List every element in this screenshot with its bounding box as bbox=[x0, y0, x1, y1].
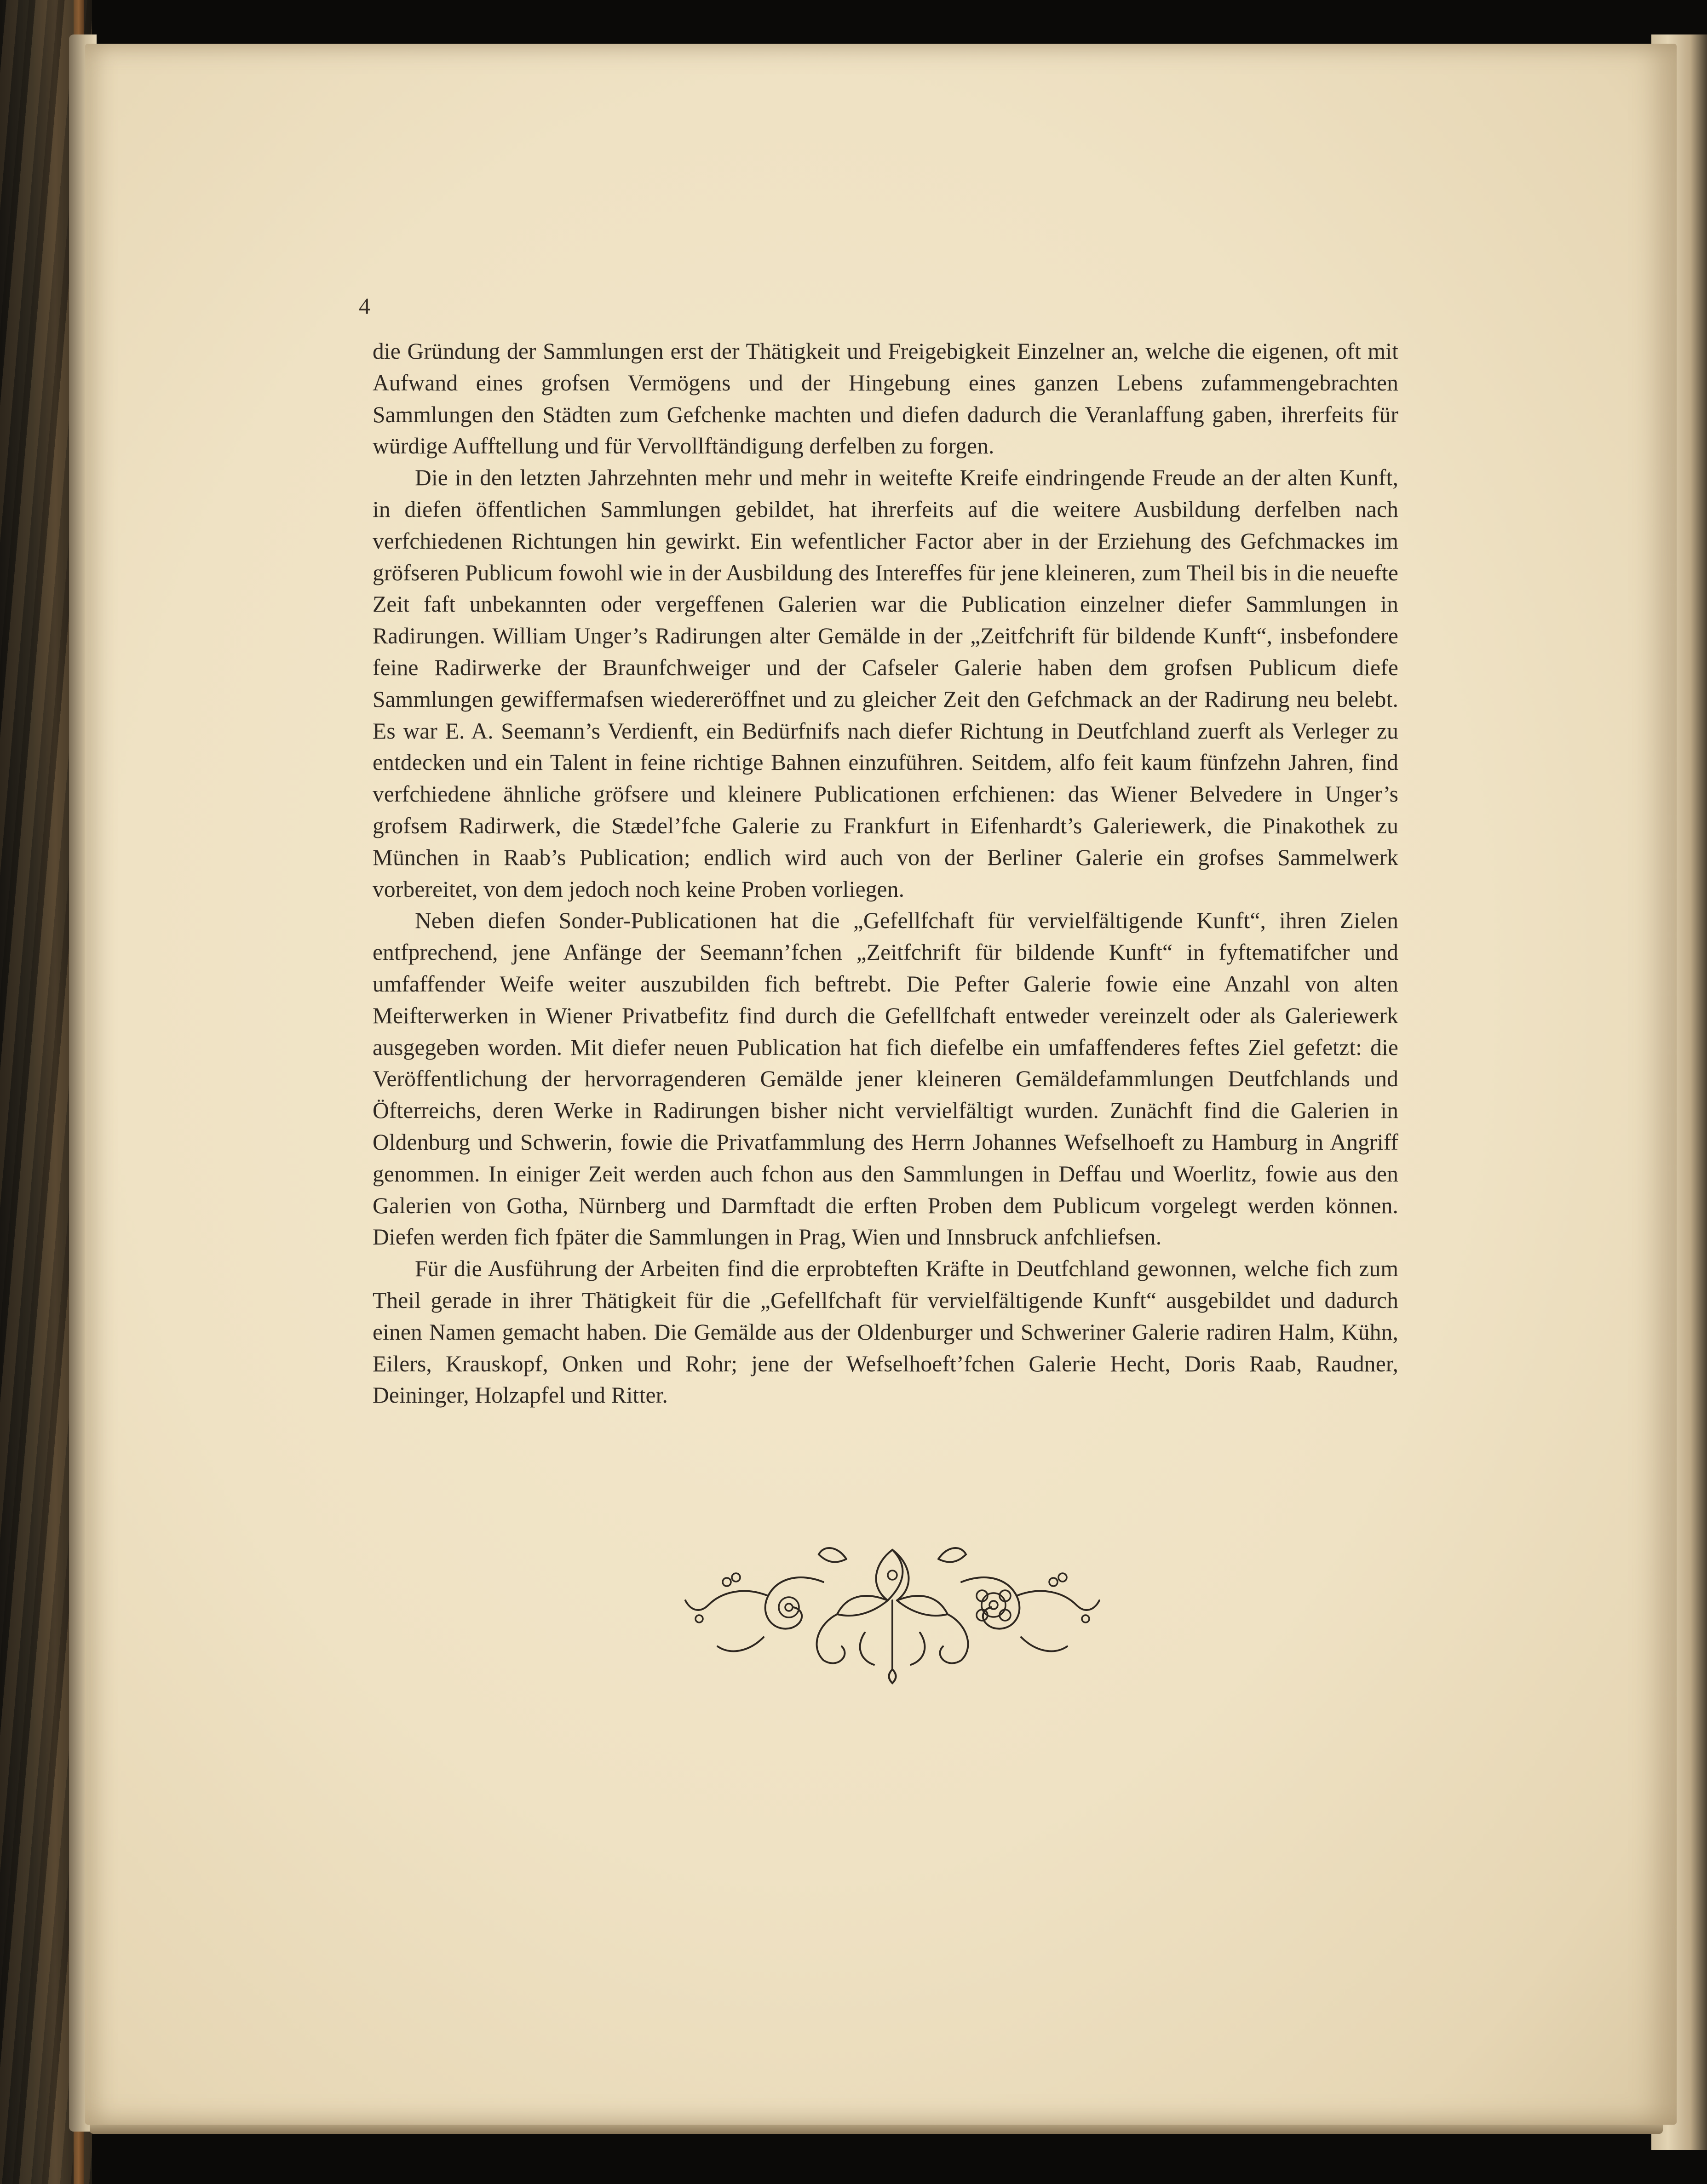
paragraph: Für die Ausführung der Arbeiten find die erprobteften Kräfte in Deutfchland gewonnen, welche fich zum Theil gerade in ihrer Thätigkeit für die „Gefellfchaft für vervielfältigende Kunft“ ausgebildet und dadurch einen Namen gemacht haben. Die Gemälde aus der Oldenburger und Schweriner Galerie radiren Halm, Kühn, Eilers, Krauskopf, Onken und Rohr; jene der Wefselhoeft’fchen Galerie Hecht, Doris Raab, Raudner, Deininger, Holzapfel und Ritter. bbox=[373, 1256, 1398, 1408]
paragraph: die Gründung der Sammlungen erst der Thätigkeit und Freigebigkeit Einzelner an, welche die eigenen, oft mit Aufwand eines grofsen Vermögens und der Hingebung eines ganzen Lebens zufammengebrachten Sammlungen den Städten zum Gefchenke machten und diefen dadurch die Veranlaffung gaben, ihrerfeits für würdige Aufftellung und für Vervollftändigung derfelben zu forgen. bbox=[373, 338, 1398, 459]
paragraph: Die in den letzten Jahrzehnten mehr und mehr in weitefte Kreife eindringende Freude an der alten Kunft, in diefen öffentlichen Sammlungen gebildet, hat ihrerfeits auf die weitere Ausbildung derfelben nach verfchiedenen Richtungen hin gewirkt. Ein wefentlicher Factor aber in der Erziehung des Gefchmackes im gröfseren Publicum fowohl wie in der Ausbildung des Intereffes für jene kleineren, zum Theil bis in die neuefte Zeit faft unbekannten oder vergeffenen Galerien war die Publication einzelner diefer Sammlungen in Radirungen. William Unger’s Radirungen alter Gemälde in der „Zeitfchrift für bildende Kunft“, insbefondere feine Radirwerke der Braunfchweiger und der Cafseler Galerie haben dem grofsen Publicum diefe Sammlungen gewiffermafsen wiedereröffnet und zu gleicher Zeit den Gefchmack an der Radirung neu belebt. Es war E. A. Seemann’s Verdienft, ein Bedürfnifs nach diefer Richtung in Deutfchland zuerft als Verleger zu entdecken und ein Talent in feine richtige Bahnen einzuführen. Seitdem, alfo feit kaum fünfzehn Jahren, find verfchiedene ähnliche gröfsere und kleinere Publicationen erfchienen: das Wiener Belvedere in Unger’s grofsem Radirwerk, die Stædel’fche Galerie zu Frankfurt in Eifenhardt’s Galeriewerk, die Pinakothek zu München in Raab’s Publication; endlich wird auch von der Berliner Galerie ein grofses Sammelwerk vorbereitet, von dem jedoch noch keine Proben vorliegen. bbox=[373, 465, 1398, 902]
paragraph: Neben diefen Sonder-Publicationen hat die „Gefellfchaft für vervielfältigende Kunft“, ihren Zielen entfprechend, jene Anfänge der Seemann’fchen „Zeitfchrift für bildende Kunft“ in fyftematifcher und umfaffender Weife weiter auszubilden fich beftrebt. Die Pefter Galerie fowie eine Anzahl von alten Meifterwerken in Wiener Privatbefitz find durch die Gefellfchaft entweder vereinzelt oder als Galeriewerk ausgegeben worden. Mit diefer neuen Publication hat fich diefelbe ein umfaffenderes feftes Ziel gefetzt: die Veröffentlichung der hervorragenderen Gemälde jener kleineren Gemäldefammlungen Deutfchlands und Öfterreichs, deren Werke in Radirungen bisher nicht vervielfältigt wurden. Zunächft find die Galerien in Oldenburg und Schwerin, fowie die Privatfammlung des Herrn Johannes Wefselhoeft zu Hamburg in Angriff genommen. In einiger Zeit werden auch fchon aus den Sammlungen in Deffau und Woerlitz, fowie aus den Galerien von Gotha, Nürnberg und Darmftadt die erften Proben dem Publicum vorgelegt werden können. Diefen werden fich fpäter die Sammlungen in Prag, Wien und Innsbruck anfchliefsen. bbox=[373, 908, 1398, 1250]
floral-vignette-icon bbox=[672, 1531, 1113, 1688]
page-number: 4 bbox=[359, 293, 370, 319]
body-text bbox=[373, 336, 1398, 1411]
